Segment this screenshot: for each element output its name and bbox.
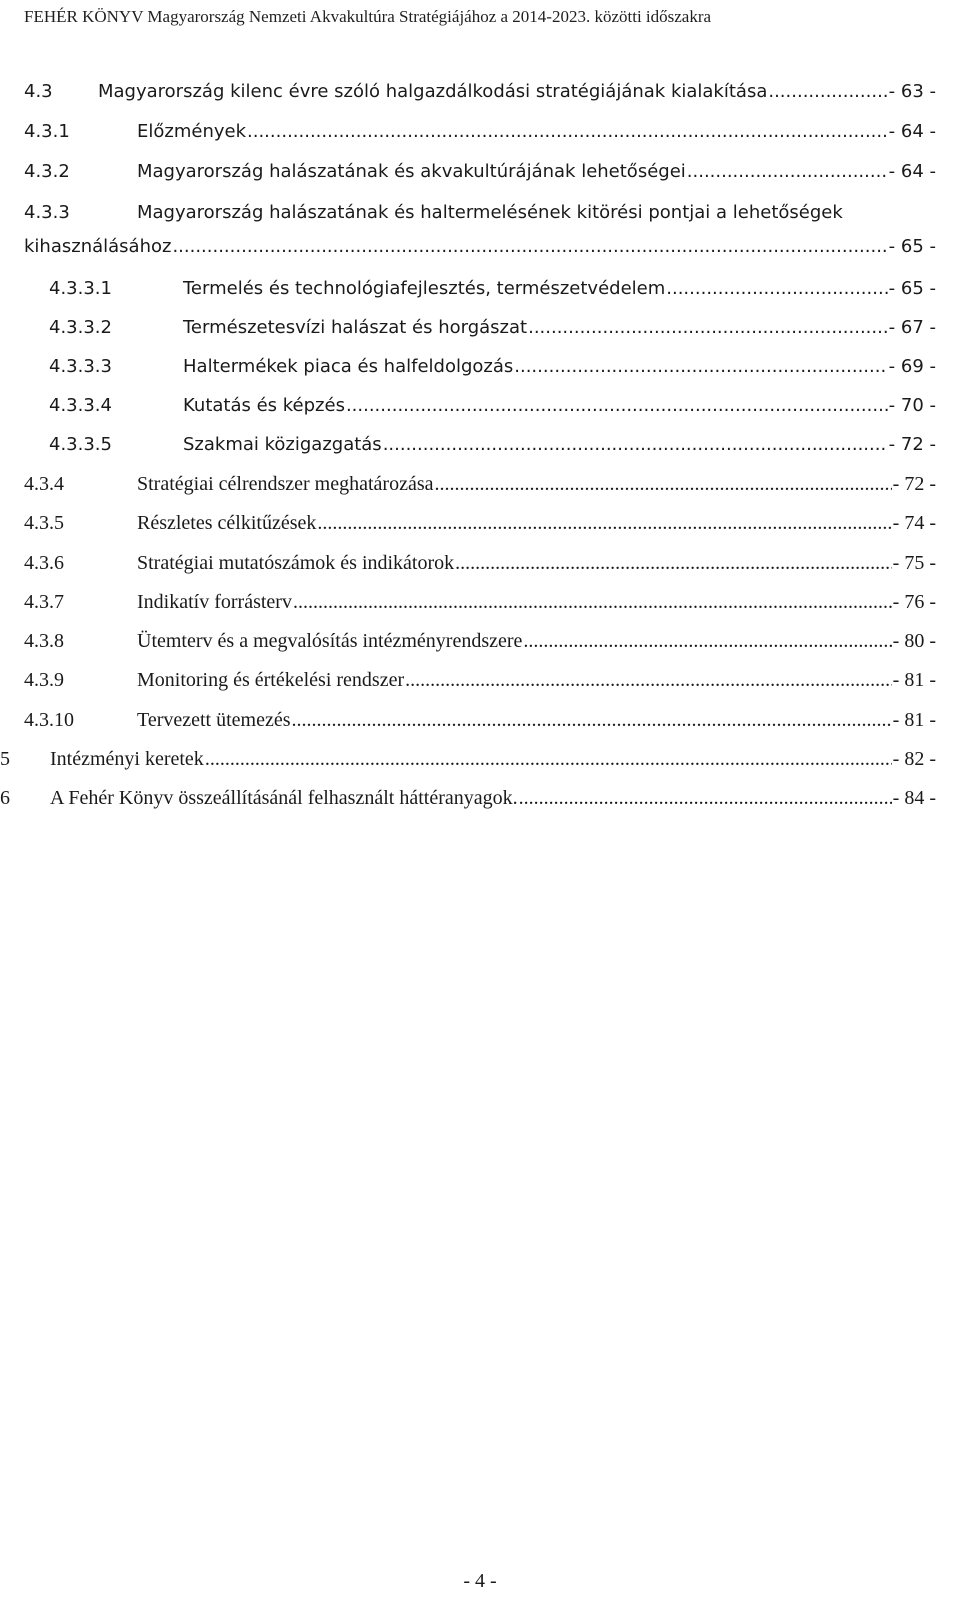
dot-leader [383,428,888,462]
toc-entry-number: 4.3.5 [24,512,64,534]
toc-entry-page: - 70 - [888,395,936,416]
toc-entry[interactable] [0,428,960,462]
toc-entry[interactable] [0,624,960,658]
toc-entry-title: Magyarország kilenc évre szóló halgazdálkodási stratégiájának kialakítása [98,81,768,102]
toc-entry-number: 4.3.3 [24,202,70,223]
toc-entry[interactable] [0,196,960,264]
toc-entry-title: Magyarország halászatának és akvakultúrájának lehetőségei [137,161,686,182]
toc-entry[interactable] [0,663,960,697]
dot-leader [247,115,888,149]
toc-entry-page: - 81 - [892,709,936,731]
toc-entry[interactable] [0,506,960,540]
toc-entry-title: Indikatív forrásterv [137,591,292,613]
toc-entry[interactable] [0,585,960,619]
dot-leader [519,781,892,815]
toc-entry[interactable] [0,115,960,149]
dot-leader [455,546,892,580]
toc-entry[interactable] [0,467,960,501]
toc-entry-page: - 82 - [892,748,936,770]
toc-entry-page: - 75 - [892,552,936,574]
toc-entry[interactable] [0,546,960,580]
toc-entry[interactable] [0,350,960,384]
dot-leader [405,663,892,697]
toc-entry-title: Előzmények [137,121,247,142]
toc-entry-title: Tervezett ütemezés [137,709,291,731]
toc-entry-page: - 67 - [888,317,936,338]
toc-entry-title: Intézményi keretek [50,748,204,770]
toc-entry-page: - 81 - [892,669,936,691]
toc-entry-number: 4.3.10 [24,709,74,731]
toc-entry[interactable] [0,389,960,423]
toc-entry-number: 4.3.3.3 [49,356,112,377]
toc-entry-number: 4.3.3.5 [49,434,112,455]
toc-entry-title: Természetesvízi halászat és horgászat [183,317,528,338]
dot-leader [435,467,892,501]
toc-entry[interactable] [0,742,960,776]
toc-entry-page: - 74 - [892,512,936,534]
dot-leader [172,230,887,264]
toc-entry[interactable] [0,703,960,737]
toc-entry[interactable] [0,75,960,109]
toc-entry-number: 4.3.9 [24,669,64,691]
toc-entry[interactable] [0,311,960,345]
dot-leader [346,389,888,423]
running-header: FEHÉR KÖNYV Magyarország Nemzeti Akvakultúra Stratégiájához a 2014-2023. közötti időszakra [24,7,712,26]
toc-entry-page: - 72 - [888,434,936,455]
toc-entry-title: Monitoring és értékelési rendszer [137,669,405,691]
dot-leader [523,624,891,658]
toc-entry-page: - 63 - [888,81,936,102]
dot-leader [768,75,887,109]
dot-leader [687,155,888,189]
toc-entry-page: - 65 - [888,278,936,299]
toc-entry-title: Szakmai közigazgatás [183,434,382,455]
toc-entry-title: A Fehér Könyv összeállításánál felhasznált háttéranyagok. [50,787,518,809]
toc-entry-page: - 72 - [892,473,936,495]
toc-entry-number: 4.3.7 [24,591,64,613]
toc-entry[interactable] [0,272,960,306]
toc-entry-title: Haltermékek piaca és halfeldolgozás [183,356,514,377]
toc-entry-page: - 84 - [892,787,936,809]
dot-leader [292,703,892,737]
toc-entry-title: Termelés és technológiafejlesztés, természetvédelem [183,278,666,299]
toc-entry-number: 5 [0,748,10,770]
dot-leader [528,311,888,345]
dot-leader [514,350,887,384]
toc-entry-page: - 80 - [892,630,936,652]
toc-entry-page: - 64 - [888,161,936,182]
toc-entry-title: Stratégiai célrendszer meghatározása [137,473,434,495]
dot-leader [666,272,887,306]
toc-entry-number: 4.3.3.1 [49,278,112,299]
toc-entry-title: Kutatás és képzés [183,395,345,416]
toc-entry-number: 4.3.3.2 [49,317,112,338]
toc-entry-number: 4.3.1 [24,121,70,142]
toc-entry-page: - 69 - [888,356,936,377]
toc-entry-number: 4.3.2 [24,161,70,182]
dot-leader [205,742,892,776]
toc-entry-number: 4.3.4 [24,473,64,495]
toc-entry-number: 6 [0,787,10,809]
toc-entry-number: 4.3.3.4 [49,395,112,416]
toc-entry-number: 4.3 [24,81,53,102]
toc-entry-title-continuation: kihasználásához [24,236,172,257]
toc-entry-number: 4.3.8 [24,630,64,652]
toc-entry-page: - 64 - [888,121,936,142]
toc-entry[interactable] [0,155,960,189]
toc-entry-page: - 65 - [888,236,936,257]
toc-entry[interactable] [0,781,960,815]
toc-entry-page: - 76 - [892,591,936,613]
toc-entry-title: Stratégiai mutatószámok és indikátorok [137,552,455,574]
dot-leader [317,506,891,540]
page-number: - 4 - [463,1570,497,1592]
toc-entry-title: Ütemterv és a megvalósítás intézményrendszere [137,630,523,652]
toc-entry-number: 4.3.6 [24,552,64,574]
toc-entry-title: Részletes célkitűzések [137,512,317,534]
toc-entry-title: Magyarország halászatának és haltermelésének kitörési pontjai a lehetőségek [137,202,843,223]
dot-leader [293,585,892,619]
